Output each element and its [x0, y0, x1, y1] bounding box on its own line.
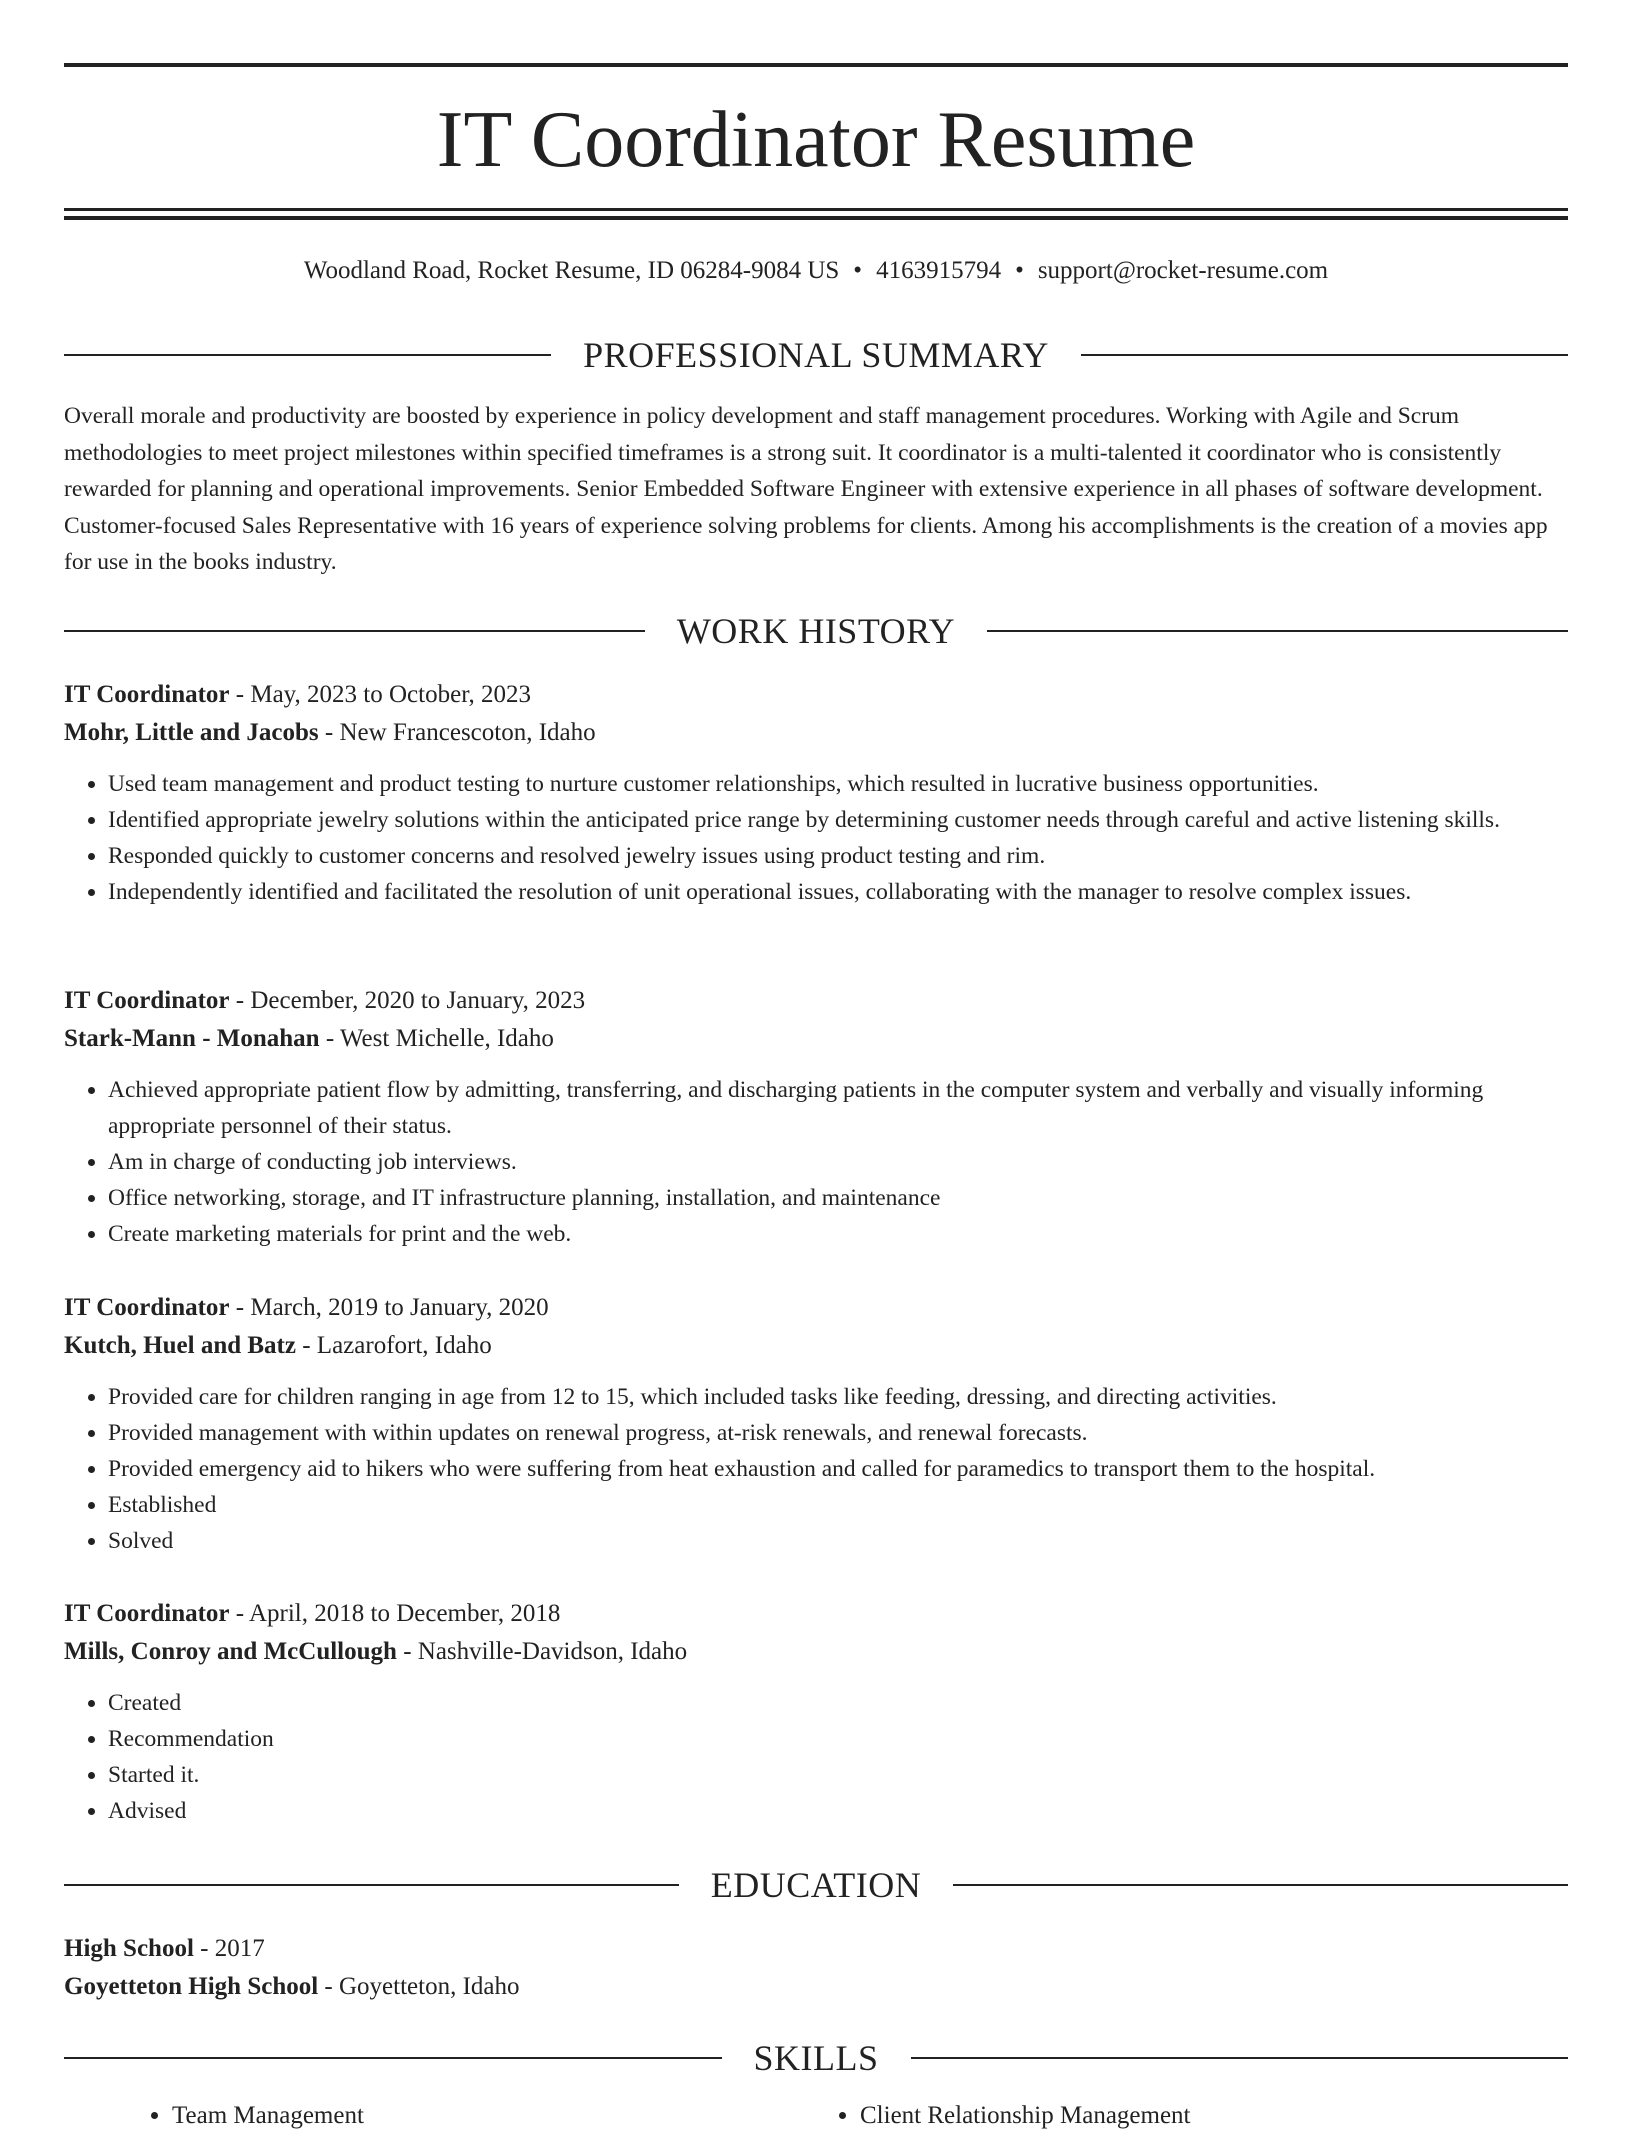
summary-text: Overall morale and productivity are boosted by experience in policy development and staff management procedures. Working with Agile and Scrum methodologies to meet project milestones within specified timeframes is a strong suit. It coordinator is a multi-talented it coordinator who is consistently rewarded for planning and operational improvements. Senior Embedded Software Engineer with extensive experience in all phases of software development. Customer-focused Sales Representative with 16 years of experience solving problems for clients. Among his accomplishments is the creation of a movies app for use in the books industry. — [64, 403, 1548, 575]
job-bullet: • Independently identified and facilitated the resolution of unit operational issues, collaborating with the manager to resolve complex issues. — [108, 874, 1568, 910]
job-entry — [64, 676, 1568, 910]
skill-item: • Client Relationship Management — [860, 2098, 1560, 2134]
education-school: Goyetteton High School — [64, 1973, 319, 2000]
job-location: - Nashville-Davidson, Idaho — [396, 1638, 688, 1665]
section-heading-work-history — [64, 609, 1568, 653]
job-bullets — [64, 766, 1568, 910]
skills-column-right — [816, 2098, 1560, 2134]
contact-separator: • — [1015, 257, 1024, 284]
job-dates: - March, 2019 to January, 2020 — [229, 1294, 549, 1321]
contact-line — [64, 254, 1568, 288]
job-bullet: • Established — [108, 1487, 1568, 1523]
heading-rule — [911, 2057, 1569, 2059]
job-bullet: • Used team management and product testing to nurture customer relationships, which resulted in lucrative business opportunities. — [108, 766, 1568, 802]
heading-rule — [64, 630, 645, 632]
job-bullet: • Identified appropriate jewelry solutions within the anticipated price range by determining customer needs through careful and active listening skills. — [108, 802, 1568, 838]
job-title: IT Coordinator — [64, 1294, 230, 1321]
job-entry — [64, 1595, 1568, 1829]
section-title: WORK HISTORY — [676, 611, 956, 651]
job-bullets — [64, 1685, 1568, 1829]
skill-item: • Team Management — [172, 2098, 772, 2134]
education-degree: High School — [64, 1935, 194, 1962]
job-bullet: • Office networking, storage, and IT infrastructure planning, installation, and maintenance — [108, 1180, 1568, 1216]
job-entry — [64, 1289, 1568, 1559]
job-bullet: • Create marketing materials for print and the web. — [108, 1216, 1568, 1252]
heading-rule — [64, 2057, 722, 2059]
job-bullet: • Provided emergency aid to hikers who were suffering from heat exhaustion and called for paramedics to transport them to the hospital. — [108, 1451, 1568, 1487]
job-bullets — [64, 1379, 1568, 1559]
section-title: EDUCATION — [710, 1865, 922, 1905]
title-double-rule — [64, 208, 1568, 220]
contact-phone: 4163915794 — [876, 257, 1002, 284]
resume-title: IT Coordinator Resume — [436, 96, 1196, 184]
heading-rule — [987, 630, 1568, 632]
contact-email: support@rocket-resume.com — [1037, 257, 1329, 284]
section-heading-skills — [64, 2036, 1568, 2080]
education-year: - 2017 — [193, 1935, 265, 1962]
job-bullet: • Advised — [108, 1793, 1568, 1829]
skills-column-left — [64, 2098, 772, 2134]
job-title: IT Coordinator — [64, 987, 230, 1014]
job-dates: - May, 2023 to October, 2023 — [229, 681, 532, 708]
section-title: SKILLS — [753, 2038, 879, 2078]
top-rule — [64, 63, 1568, 67]
job-dates: - December, 2020 to January, 2023 — [229, 987, 586, 1014]
job-bullet: • Provided management with within updates on renewal progress, at-risk renewals, and renewal forecasts. — [108, 1415, 1568, 1451]
job-location: - New Francescoton, Idaho — [318, 719, 596, 746]
job-bullet: • Provided care for children ranging in age from 12 to 15, which included tasks like feeding, dressing, and directing activities. — [108, 1379, 1568, 1415]
education-entry — [64, 1930, 1568, 2006]
job-bullet: • Solved — [108, 1523, 1568, 1559]
job-company: Stark-Mann - Monahan — [64, 1025, 320, 1052]
heading-rule — [953, 1884, 1568, 1886]
job-bullet: • Am in charge of conducting job interviews. — [108, 1144, 1568, 1180]
job-location: - Lazarofort, Idaho — [295, 1332, 492, 1359]
job-bullet: • Achieved appropriate patient flow by admitting, transferring, and discharging patients in the computer system and verbally and visually informing appropriate personnel of their status. — [108, 1072, 1568, 1144]
section-heading-education — [64, 1863, 1568, 1907]
job-dates: - April, 2018 to December, 2018 — [229, 1600, 561, 1627]
job-title: IT Coordinator — [64, 1600, 230, 1627]
job-bullet: • Responded quickly to customer concerns and resolved jewelry issues using product testing and rim. — [108, 838, 1568, 874]
job-title: IT Coordinator — [64, 681, 230, 708]
heading-rule — [64, 1884, 679, 1886]
heading-rule — [1081, 354, 1568, 356]
section-heading-summary — [64, 333, 1568, 377]
job-bullets — [64, 1072, 1568, 1252]
job-bullet: • Recommendation — [108, 1721, 1568, 1757]
job-entry — [64, 982, 1568, 1252]
heading-rule — [64, 354, 551, 356]
contact-address: Woodland Road, Rocket Resume, ID 06284-9084 US — [303, 257, 840, 284]
education-location: - Goyetteton, Idaho — [318, 1973, 520, 2000]
job-company: Kutch, Huel and Batz — [64, 1332, 296, 1359]
job-company: Mills, Conroy and McCullough — [64, 1638, 397, 1665]
job-bullet: • Started it. — [108, 1757, 1568, 1793]
job-bullet: • Created — [108, 1685, 1568, 1721]
job-company: Mohr, Little and Jacobs — [64, 719, 319, 746]
job-location: - West Michelle, Idaho — [319, 1025, 554, 1052]
contact-separator: • — [853, 257, 863, 284]
section-title: PROFESSIONAL SUMMARY — [583, 335, 1049, 375]
